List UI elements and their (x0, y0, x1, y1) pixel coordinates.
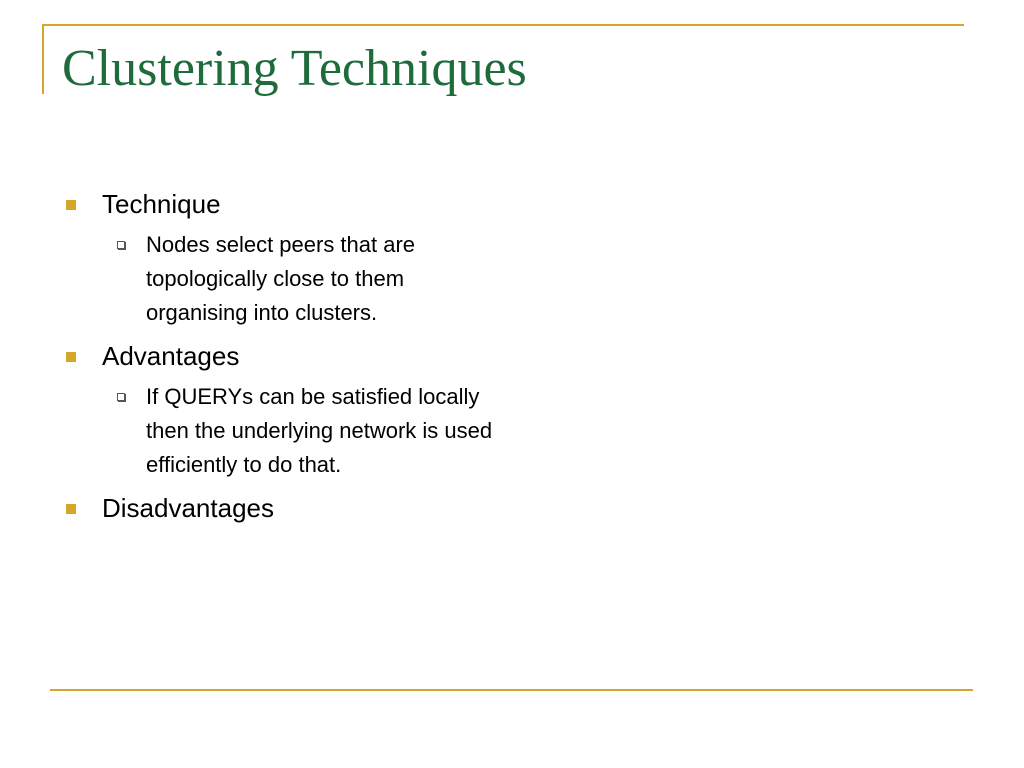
frame-bottom-rule (50, 689, 973, 691)
slide-title: Clustering Techniques (62, 40, 527, 97)
bullet-technique (62, 186, 522, 222)
square-bullet-icon (66, 504, 76, 514)
bullet-list (62, 186, 522, 532)
bullet-disadvantages (62, 490, 522, 526)
sub-bullet-advantages (62, 380, 522, 482)
frame-left-rule (42, 24, 44, 94)
sub-bullet-technique (62, 228, 522, 330)
bullet-label: Disadvantages (102, 493, 274, 523)
sub-bullet-text: Nodes select peers that are topologically close to them organising into clusters. (146, 232, 416, 325)
sub-bullet-text: If QUERYs can be satisfied locally then the underlying network is used efficiently to do that. (146, 384, 493, 477)
bullet-label: Technique (102, 189, 221, 219)
square-bullet-icon (66, 352, 76, 362)
hollow-square-bullet-icon (117, 393, 125, 401)
frame-top-rule (42, 24, 964, 26)
bullet-advantages (62, 338, 522, 374)
hollow-square-bullet-icon (117, 241, 125, 249)
square-bullet-icon (66, 200, 76, 210)
bullet-label: Advantages (102, 341, 240, 371)
